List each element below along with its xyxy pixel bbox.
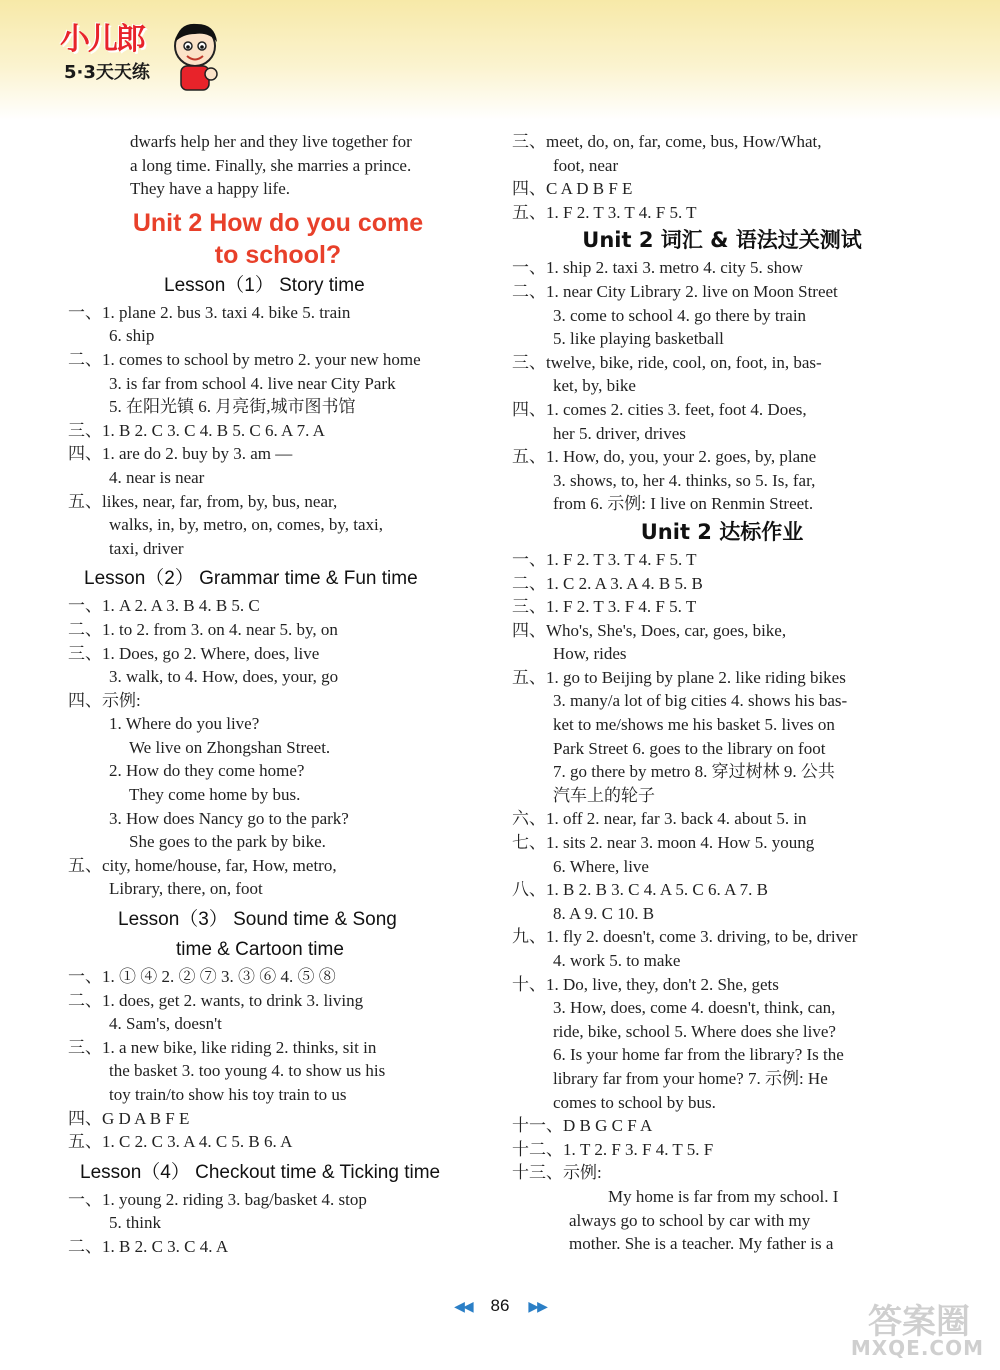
answer-line: We live on Zhongshan Street. <box>129 737 331 757</box>
answer-line: 3. many/a lot of big cities 4. shows his bas- <box>553 691 848 711</box>
answer-line: 6. Is your home far from the library? Is the <box>553 1045 844 1065</box>
answer-line: Park Street 6. goes to the library on foot <box>553 738 826 758</box>
answer-line: 4. work 5. to make <box>553 951 681 970</box>
answer-line: 二、1. C 2. A 3. A 4. B 5. B <box>512 573 703 593</box>
answer-line: foot, near <box>553 155 619 175</box>
answer-line: How, rides <box>553 644 627 664</box>
answer-line: 五、1. C 2. C 3. A 4. C 5. B 6. A <box>68 1132 293 1152</box>
answer-line: 三、twelve, bike, ride, cool, on, foot, in, bas- <box>512 352 822 372</box>
logo-title: 小儿郎 <box>60 22 144 57</box>
answer-line: 1. Where do you live? <box>109 714 260 734</box>
text-line: a long time. Finally, she marries a prince. <box>130 155 412 175</box>
right-column <box>512 130 932 1256</box>
answer-line: taxi, driver <box>109 538 184 558</box>
answer-line: 一、1. A 2. A 3. B 4. B 5. C <box>68 596 260 616</box>
answer-line: 十一、D B G C F A <box>512 1116 653 1136</box>
answer-line: 九、1. fly 2. doesn't, come 3. driving, to be, driver <box>512 927 858 947</box>
answer-line: Library, there, on, foot <box>109 879 263 899</box>
unit-title-cont: to school? <box>214 240 342 269</box>
answer-line: 五、1. go to Beijing by plane 2. like riding bikes <box>512 667 846 687</box>
answer-line: ket, by, bike <box>553 376 636 396</box>
answer-line: ket to me/shows me his basket 5. lives on <box>553 715 835 735</box>
answer-line: 一、1. young 2. riding 3. bag/basket 4. stop <box>68 1189 367 1209</box>
answer-line: mother. She is a teacher. My father is a <box>569 1234 834 1254</box>
answer-line: 七、1. sits 2. near 3. moon 4. How 5. young <box>512 833 815 853</box>
answer-line: 三、meet, do, on, far, come, bus, How/What, <box>512 132 822 151</box>
watermark <box>798 1292 988 1362</box>
answer-line: 3. walk, to 4. How, does, your, go <box>109 667 339 687</box>
logo-subtitle: 5·3天天练 <box>64 62 150 83</box>
answer-line: 5. think <box>109 1213 161 1233</box>
next-arrows-icon: ▶▶ <box>528 1298 546 1314</box>
answer-line: comes to school by bus. <box>553 1092 716 1112</box>
answer-line: 二、1. near City Library 2. live on Moon Street <box>512 281 838 301</box>
answer-line: 三、1. B 2. C 3. C 4. B 5. C 6. A 7. A <box>68 420 325 440</box>
answer-line: 二、1. B 2. C 3. C 4. A <box>68 1236 229 1256</box>
answer-line: 四、1. comes 2. cities 3. feet, foot 4. Does, <box>512 399 807 419</box>
answer-line: 五、likes, near, far, from, by, bus, near, <box>68 491 338 511</box>
answer-line: 一、1. plane 2. bus 3. taxi 4. bike 5. train <box>68 302 351 322</box>
lesson-heading-cont: time & Cartoon time <box>176 939 344 961</box>
answer-line: 一、1. ① ④ 2. ② ⑦ 3. ③ ⑥ 4. ⑤ ⑧ <box>68 967 336 987</box>
answer-line: 三、1. F 2. T 3. F 4. F 5. T <box>512 597 697 617</box>
lesson-heading: Lesson（3） Sound time & Song <box>118 909 397 931</box>
answer-line: 4. near is near <box>109 467 205 487</box>
answer-line: 四、示例: <box>68 690 141 710</box>
unit-title: Unit 2 How do you come <box>132 208 424 237</box>
answer-line: 二、1. comes to school by metro 2. your new home <box>68 349 421 369</box>
answer-line: 一、1. F 2. T 3. T 4. F 5. T <box>512 549 697 569</box>
answer-line: the basket 3. too young 4. to show us his <box>109 1061 386 1081</box>
answer-line: 三、1. a new bike, like riding 2. thinks, sit in <box>68 1037 377 1057</box>
answer-line: 五、1. F 2. T 3. T 4. F 5. T <box>512 202 697 222</box>
answer-line: 3. How, does, come 4. doesn't, think, can, <box>553 998 836 1018</box>
answer-line: always go to school by car with my <box>569 1210 811 1230</box>
brand-logo <box>60 14 230 94</box>
answer-line: 三、1. Does, go 2. Where, does, live <box>68 643 320 663</box>
answer-line: 十三、示例: <box>512 1163 602 1183</box>
answer-line: They come home by bus. <box>129 785 301 805</box>
lesson-heading: Lesson（1） Story time <box>164 274 365 296</box>
lesson-heading: Lesson（4） Checkout time & Ticking time <box>80 1161 441 1183</box>
answer-line: She goes to the park by bike. <box>129 832 326 852</box>
answer-line: 二、1. to 2. from 3. on 4. near 5. by, on <box>68 619 338 639</box>
answer-line: 四、Who's, She's, Does, car, goes, bike, <box>512 620 787 640</box>
answer-line: 六、1. off 2. near, far 3. back 4. about 5. in <box>512 809 807 829</box>
answer-line: 6. Where, live <box>553 856 649 876</box>
answer-line: walks, in, by, metro, on, comes, by, taxi, <box>109 515 384 535</box>
watermark-top: 答案圈 <box>868 1302 970 1342</box>
left-column <box>68 130 488 1259</box>
answer-line: from 6. 示例: I live on Renmin Street. <box>553 494 814 514</box>
answer-line: 6. ship <box>109 326 155 346</box>
text-line: dwarfs help her and they live together for <box>130 132 412 151</box>
answer-line: 八、1. B 2. B 3. C 4. A 5. C 6. A 7. B <box>512 880 768 900</box>
answer-line: 3. shows, to, her 4. thinks, so 5. Is, far, <box>553 470 816 490</box>
answer-line: 汽车上的轮子 <box>553 785 655 805</box>
answer-line: 四、1. are do 2. buy by 3. am — <box>68 444 293 464</box>
answer-line: My home is far from my school. I <box>608 1186 839 1206</box>
answer-line: 十二、1. T 2. F 3. F 4. T 5. F <box>512 1139 714 1159</box>
answer-line: 2. How do they come home? <box>109 761 305 781</box>
section-title: Unit 2 词汇 & 语法过关测试 <box>582 228 862 253</box>
text-line: They have a happy life. <box>130 179 291 199</box>
watermark-bottom: MXQE.COM <box>850 1336 984 1360</box>
answer-line: 5. 在阳光镇 6. 月亮街,城市图书馆 <box>109 397 356 417</box>
mascot-boy-icon <box>165 16 225 94</box>
answer-line: 8. A 9. C 10. B <box>553 903 655 923</box>
prev-arrows-icon: ◀◀ <box>454 1298 472 1314</box>
answer-line: 四、G D A B F E <box>68 1108 190 1128</box>
answer-line: toy train/to show his toy train to us <box>109 1085 347 1104</box>
answer-line: 3. come to school 4. go there by train <box>553 305 807 325</box>
answer-line: 五、1. How, do, you, your 2. goes, by, plane <box>512 447 817 467</box>
answer-line: 二、1. does, get 2. wants, to drink 3. living <box>68 990 364 1010</box>
page-number: 86 <box>490 1296 510 1315</box>
answer-line: 5. like playing basketball <box>553 329 724 349</box>
answer-line: her 5. driver, drives <box>553 423 686 443</box>
answer-line: 3. is far from school 4. live near City Park <box>109 373 396 393</box>
answer-line: ride, bike, school 5. Where does she live? <box>553 1021 836 1041</box>
answer-line: library far from your home? 7. 示例: He <box>553 1068 828 1088</box>
section-title: Unit 2 达标作业 <box>640 519 804 544</box>
answer-line: 五、city, home/house, far, How, metro, <box>68 855 337 875</box>
answer-line: 一、1. ship 2. taxi 3. metro 4. city 5. show <box>512 258 803 278</box>
answer-line: 四、C A D B F E <box>512 179 633 199</box>
answer-line: 十、1. Do, live, they, don't 2. She, gets <box>512 974 779 994</box>
answer-line: 7. go there by metro 8. 穿过树林 9. 公共 <box>553 762 835 782</box>
lesson-heading: Lesson（2） Grammar time & Fun time <box>84 568 418 590</box>
answer-line: 4. Sam's, doesn't <box>109 1014 222 1034</box>
answer-line: 3. How does Nancy go to the park? <box>109 808 349 828</box>
